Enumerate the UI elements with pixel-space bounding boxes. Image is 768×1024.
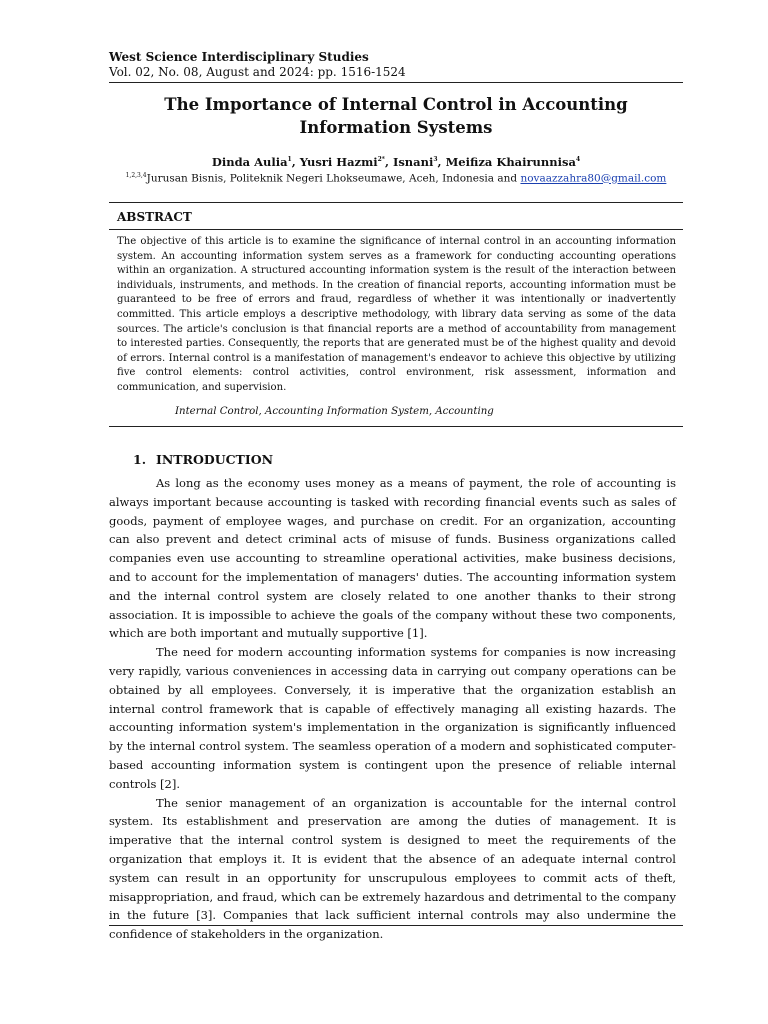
keywords: Internal Control, Accounting Information System, Accounting	[175, 406, 494, 417]
email-link[interactable]: novaazzahra80@gmail.com	[520, 172, 667, 185]
author-name: Isnani	[392, 155, 434, 169]
abstract-top-rule	[109, 202, 683, 203]
journal-header	[109, 50, 406, 80]
volume-info: Vol. 02, No. 08, August and 2024: pp. 1516-1524	[109, 65, 406, 79]
author-list: Dinda Aulia$^1$, Yusri Hazmi$^{2*}$, Isnani$^3$, Meifiza Khairunnisa$^4$	[211, 155, 581, 169]
section-heading	[133, 452, 273, 467]
author-sup: 4	[575, 156, 581, 164]
affiliation-sup: 1,2,3,4	[125, 172, 147, 179]
paragraph: The need for modern accounting information systems for companies is now increasing very rapidly, various conveniences in accessing data in carrying out company operations can be obtained by all employees. Conversely, it is imperative that the organization establish an internal control framework that is capable of effectively managing all existing hazards. The accounting information system's implementation in the organization is significantly influenced by the internal control system. The seamless operation of a modern and sophisticated computer-based accounting information system is contingent upon the presence of reliable internal controls [2].	[109, 645, 676, 791]
affiliation	[109, 172, 683, 185]
paper-title: The Importance of Internal Control in Accounting Information Systems	[164, 95, 628, 137]
paragraph: As long as the economy uses money as a means of payment, the role of accounting is always important because accounting is tasked with recording financial events such as sales of goods, payment of employee wages, and purchase on credit. For an organization, accounting can also prevent and detect criminal acts of misuse of funds. Business organizations called companies even use accounting to streamline operational activities, make business decisions, and to account for the implementation of managers' duties. The accounting information system and the internal control system are closely related to one another thanks to their strong association. It is impossible to achieve the goals of the company without these two components, which are both important and mutually supportive [1].	[109, 476, 676, 641]
author-sup: 1	[287, 156, 292, 164]
header-rule	[109, 82, 683, 83]
abstract-heading-rule	[109, 229, 683, 230]
journal-name: West Science Interdisciplinary Studies	[109, 50, 369, 64]
author-name: Dinda Aulia	[211, 155, 288, 169]
author-sup: 2*	[377, 156, 385, 164]
footer-rule	[109, 925, 683, 926]
affiliation-text: Jurusan Bisnis, Politeknik Negeri Lhokseumawe, Aceh, Indonesia and	[146, 172, 521, 185]
abstract-heading: ABSTRACT	[117, 210, 192, 224]
author-sup: 3	[433, 156, 438, 164]
abstract-text: The objective of this article is to examine the significance of internal control in an accounting information system. An accounting information system serves as a framework for conducting accounting operations within an organization. A structured accounting information system is the result of the interaction between individuals, instruments, and methods. In the creation of financial reports, accounting information must be guaranteed to be free of errors and fraud, regardless of whether it was intentionally or inadvertently committed. This article employs a descriptive methodology, with library data serving as some of the data sources. The article's conclusion is that financial reports are a method of accountability from management to interested parties. Consequently, the reports that are generated must be of the highest quality and devoid of errors. Internal control is a manifestation of management's endeavor to achieve this objective by utilizing five control elements: control activities, control environment, risk assessment, information and communication, and supervision.	[117, 236, 676, 393]
abstract-bottom-rule	[109, 426, 683, 427]
section-number: 1.	[133, 452, 147, 467]
author-name: Yusri Hazmi	[299, 155, 378, 169]
paragraph: The senior management of an organization is accountable for the internal control system. Its establishment and preservation are among the duties of management. It is imperative that the internal control system is designed to meet the requirements of the organization that employs it. It is evident that the absence of an adequate internal control system can result in an opportunity for unscrupulous employees to commit acts of theft, misappropriation, and fraud, which can be extremely hazardous and detrimental to the company in the future [3]. Companies that lack sufficient internal controls may also undermine the confidence of stakeholders in the organization.	[109, 795, 676, 942]
section-title: INTRODUCTION	[156, 452, 274, 467]
section-body	[109, 474, 676, 944]
author-name: Meifiza Khairunnisa	[445, 155, 576, 169]
